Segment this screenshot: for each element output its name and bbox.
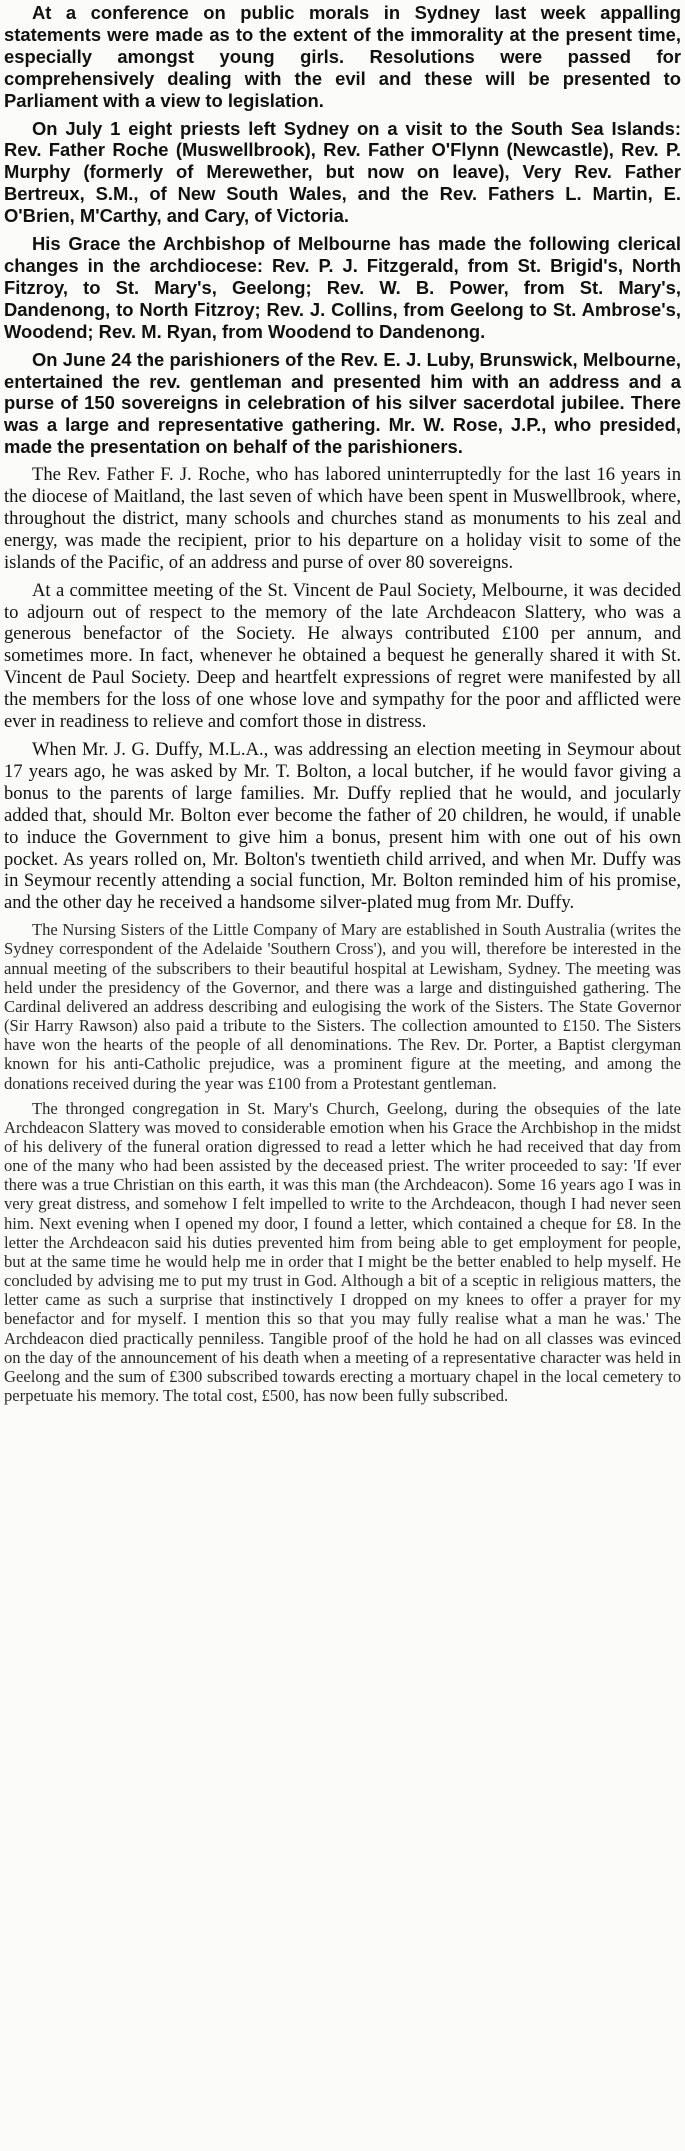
paragraph-public-morals-conference: At a conference on public morals in Sydney last week appalling statements were made as to the extent of the immorality at the present time, especially amongst young girls. Resolutions were passed for comprehensively dealing with the evil and these will be presented to Parliament with a view to legislation. — [4, 2, 681, 111]
paragraph-duffy-bolton: When Mr. J. G. Duffy, M.L.A., was addressing an election meeting in Seymour about 17 years ago, he was asked by Mr. T. Bolton, a local butcher, if he would favor giving a bonus to the parents of large families. Mr. Duffy replied that he would, and jocularly added that, should Mr. Bolton ever become the father of 20 children, he would, if unable to induce the Government to give him a bonus, present him with one out of his own pocket. As years rolled on, Mr. Bolton's twentieth child arrived, and when Mr. Duffy was in Seymour recently attending a social function, Mr. Bolton reminded him of his promise, and the other day he received a handsome silver-plated mug from Mr. Duffy. — [4, 739, 681, 914]
paragraph-nursing-sisters: The Nursing Sisters of the Little Company of Mary are established in South Australia (writes the Sydney correspondent of the Adelaide 'Southern Cross'), and you will, therefore be interested in the annual meeting of the subscribers to their beautiful hospital at Lewisham, Sydney. The meeting was held under the presidency of the Governor, and there was a large and distinguished gathering. The Cardinal delivered an address describing and eulogising the work of the Sisters. The State Governor (Sir Harry Rawson) also paid a tribute to the Sisters. The collection amounted to £150. The Sisters have won the hearts of the people of all denominations. The Rev. Dr. Porter, a Baptist clergyman known for his anti-Catholic prejudice, was a prominent figure at the meeting, and among the donations received during the year was £100 from a Protestant gentleman. — [4, 920, 681, 1093]
paragraph-priests-south-sea-visit: On July 1 eight priests left Sydney on a visit to the South Sea Islands: Rev. Father Roche (Muswellbrook), Rev. Father O'Flynn (Newcastle), Rev. P. Murphy (formerly of Merewether, but now on leave), Very Rev. Father Bertreux, S.M., of New South Wales, and the Rev. Fathers L. Martin, E. O'Brien, M'Carthy, and Cary, of Victoria. — [4, 117, 681, 227]
paragraph-st-vincent-de-paul: At a committee meeting of the St. Vincent de Paul Society, Melbourne, it was decided to adjourn out of respect to the memory of the late Archdeacon Slattery, who was a generous benefactor of the Society. He always contributed £100 per annum, and sometimes more. In fact, whenever he obtained a bequest he generally shared it with St. Vincent de Paul Society. Deep and heartfelt expressions of regret were manifested by all the members for the loss of one whose love and sympathy for the poor and afflicted were ever in readiness to relieve and comfort those in distress. — [4, 579, 681, 733]
paragraph-luby-jubilee: On June 24 the parishioners of the Rev. E. J. Luby, Brunswick, Melbourne, entertained the rev. gentleman and presented him with an address and a purse of 150 sovereigns in celebration of his silver sacerdotal jubilee. There was a large and representative gathering. Mr. W. Rose, J.P., who presided, made the presentation on behalf of the parishioners. — [4, 348, 681, 458]
paragraph-clerical-changes: His Grace the Archbishop of Melbourne has made the following clerical changes in the archdiocese: Rev. P. J. Fitzgerald, from St. Brigid's, North Fitzroy, to St. Mary's, Geelong; Rev. W. B. Power, from St. Mary's, Dandenong, to North Fitzroy; Rev. J. Collins, from Geelong to St. Ambrose's, Woodend; Rev. M. Ryan, from Woodend to Dandenong. — [4, 233, 681, 342]
paragraph-roche-presentation: The Rev. Father F. J. Roche, who has labored uninterruptedly for the last 16 years in the diocese of Maitland, the last seven of which have been spent in Muswellbrook, where, throughout the district, many schools and churches stand as monuments to his zeal and energy, was made the recipient, prior to his departure on a holiday visit to some of the islands of the Pacific, of an address and purse of over 80 sovereigns. — [4, 464, 681, 573]
paragraph-slattery-obsequies: The thronged congregation in St. Mary's Church, Geelong, during the obsequies of the late Archdeacon Slattery was moved to considerable emotion when his Grace the Archbishop in the midst of his delivery of the funeral oration digressed to read a letter which he had received that day from one of the many who had been assisted by the deceased priest. The writer proceeded to say: 'If ever there was a true Christian on this earth, it was this man (the Archdeacon). Some 16 years ago I was in very great distress, and somehow I felt impelled to write to the Archdeacon, though I had never seen him. Next evening when I opened my door, I found a letter, which contained a cheque for £8. In the letter the Archdeacon said his duties prevented him from being able to get employment for people, but at the same time he would help me in order that I might be the better enabled to help myself. He concluded by advising me to put my trust in God. Although a bit of a sceptic in religious matters, the letter came as such a surprise that instinctively I dropped on my knees to offer a prayer for my benefactor and for myself. I mention this so that you may fully realise what a man he was.' The Archdeacon died practically penniless. Tangible proof of the hold he had on all classes was evinced on the day of the announcement of his death when a meeting of a representative character was held in Geelong and the sum of £300 subscribed towards erecting a mortuary chapel in the local cemetery to perpetuate his memory. The total cost, £500, has now been fully subscribed. — [4, 1098, 681, 1405]
